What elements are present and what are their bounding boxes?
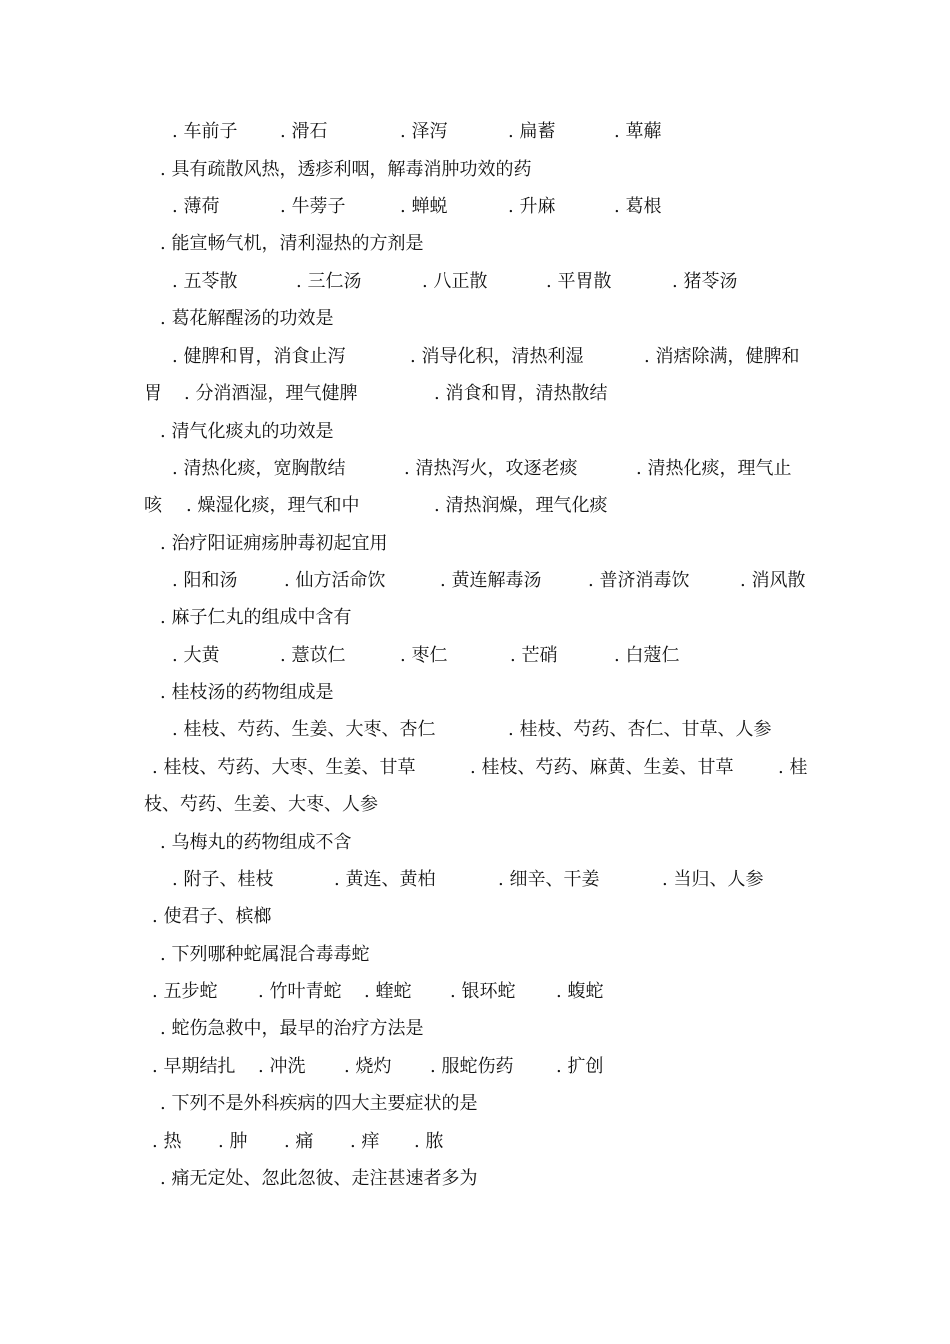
- text-line: [144, 380, 824, 408]
- text-segment: . 肿: [218, 1131, 248, 1152]
- text-segment: . 清热润燥，理气化痰: [434, 495, 608, 516]
- text-segment: . 银环蛇: [450, 981, 516, 1002]
- text-line: [144, 567, 824, 595]
- text-segment: . 冲洗: [258, 1056, 306, 1077]
- text-segment: . 治疗阳证痈疡肿毒初起宜用: [160, 533, 388, 554]
- text-segment: . 消导化积，清热利湿: [410, 346, 584, 367]
- text-line: [144, 193, 824, 221]
- text-line: [144, 1053, 824, 1081]
- text-segment: 咳: [144, 495, 162, 516]
- text-segment: . 芒硝: [510, 645, 558, 666]
- text-line: [144, 268, 824, 296]
- text-line: [144, 492, 824, 520]
- text-segment: . 薄荷: [172, 196, 220, 217]
- text-segment: . 当归、人参: [662, 869, 764, 890]
- text-segment: . 燥湿化痰，理气和中: [186, 495, 360, 516]
- text-segment: . 细辛、干姜: [498, 869, 600, 890]
- text-line: [144, 642, 824, 670]
- text-segment: . 蛇伤急救中，最早的治疗方法是: [160, 1018, 424, 1039]
- text-segment: . 平胃散: [546, 271, 612, 292]
- text-segment: . 痛无定处、忽此忽彼、走注甚速者多为: [160, 1168, 478, 1189]
- text-segment: . 五苓散: [172, 271, 238, 292]
- text-line: [144, 941, 824, 969]
- text-segment: . 消风散: [740, 570, 806, 591]
- text-segment: . 蝮蛇: [556, 981, 604, 1002]
- text-line: [144, 1090, 824, 1118]
- text-segment: . 仙方活命饮: [284, 570, 386, 591]
- text-segment: . 蝉蜕: [400, 196, 448, 217]
- text-segment: . 牛蒡子: [280, 196, 346, 217]
- text-segment: . 薏苡仁: [280, 645, 346, 666]
- text-segment: . 使君子、槟榔: [152, 906, 272, 927]
- text-segment: 枝、芍药、生姜、大枣、人参: [144, 794, 378, 815]
- text-line: [144, 903, 824, 931]
- text-segment: . 桂枝、芍药、杏仁、甘草、人参: [508, 719, 772, 740]
- text-segment: . 早期结扎: [152, 1056, 236, 1077]
- text-segment: . 桂枝、芍药、生姜、大枣、杏仁: [172, 719, 436, 740]
- text-segment: . 黄连、黄柏: [334, 869, 436, 890]
- text-segment: . 桂枝、芍药、麻黄、生姜、甘草: [470, 757, 734, 778]
- text-segment: . 桂枝汤的药物组成是: [160, 682, 334, 703]
- text-segment: . 三仁汤: [296, 271, 362, 292]
- text-line: [144, 343, 824, 371]
- text-segment: . 服蛇伤药: [430, 1056, 514, 1077]
- text-line: [144, 230, 824, 258]
- text-segment: . 蝰蛇: [364, 981, 412, 1002]
- text-segment: . 清热化痰，理气止: [636, 458, 792, 479]
- text-segment: . 桂: [778, 757, 808, 778]
- text-line: [144, 118, 824, 146]
- text-line: [144, 791, 824, 819]
- text-segment: . 阳和汤: [172, 570, 238, 591]
- text-line: [144, 455, 824, 483]
- text-segment: . 桂枝、芍药、大枣、生姜、甘草: [152, 757, 416, 778]
- text-segment: . 葛根: [614, 196, 662, 217]
- text-segment: . 烧灼: [344, 1056, 392, 1077]
- text-segment: . 麻子仁丸的组成中含有: [160, 607, 352, 628]
- text-segment: . 消痞除满，健脾和: [644, 346, 800, 367]
- text-segment: . 下列不是外科疾病的四大主要症状的是: [160, 1093, 478, 1114]
- text-line: [144, 156, 824, 184]
- text-line: [144, 716, 824, 744]
- text-segment: . 清气化痰丸的功效是: [160, 421, 334, 442]
- text-segment: . 具有疏散风热，透疹利咽，解毒消肿功效的药: [160, 159, 532, 180]
- text-segment: . 升麻: [508, 196, 556, 217]
- text-line: [144, 754, 824, 782]
- text-segment: . 普济消毒饮: [588, 570, 690, 591]
- text-segment: . 枣仁: [400, 645, 448, 666]
- text-segment: . 八正散: [422, 271, 488, 292]
- text-segment: . 下列哪种蛇属混合毒毒蛇: [160, 944, 370, 965]
- text-line: [144, 418, 824, 446]
- text-line: [144, 829, 824, 857]
- text-segment: . 泽泻: [400, 121, 448, 142]
- text-segment: . 扁蓄: [508, 121, 556, 142]
- text-segment: . 扩创: [556, 1056, 604, 1077]
- text-segment: . 竹叶青蛇: [258, 981, 342, 1002]
- text-segment: . 萆薢: [614, 121, 662, 142]
- text-line: [144, 1128, 824, 1156]
- text-segment: . 五步蛇: [152, 981, 218, 1002]
- text-segment: . 清热化痰，宽胸散结: [172, 458, 346, 479]
- text-line: [144, 1015, 824, 1043]
- text-segment: . 脓: [414, 1131, 444, 1152]
- text-segment: . 猪苓汤: [672, 271, 738, 292]
- text-segment: . 消食和胃，清热散结: [434, 383, 608, 404]
- text-segment: . 能宣畅气机，清利湿热的方剂是: [160, 233, 424, 254]
- text-segment: . 乌梅丸的药物组成不含: [160, 832, 352, 853]
- text-segment: . 清热泻火，攻逐老痰: [404, 458, 578, 479]
- text-segment: . 痒: [350, 1131, 380, 1152]
- text-line: [144, 978, 824, 1006]
- text-line: [144, 679, 824, 707]
- text-segment: . 大黄: [172, 645, 220, 666]
- text-segment: . 痛: [284, 1131, 314, 1152]
- text-segment: . 热: [152, 1131, 182, 1152]
- text-segment: 胃: [144, 383, 162, 404]
- text-line: [144, 530, 824, 558]
- text-segment: . 分消酒湿，理气健脾: [184, 383, 358, 404]
- text-line: [144, 866, 824, 894]
- text-line: [144, 305, 824, 333]
- text-segment: . 附子、桂枝: [172, 869, 274, 890]
- text-segment: . 白蔻仁: [614, 645, 680, 666]
- text-line: [144, 604, 824, 632]
- text-segment: . 车前子: [172, 121, 238, 142]
- text-line: [144, 1165, 824, 1193]
- text-segment: . 葛花解醒汤的功效是: [160, 308, 334, 329]
- text-segment: . 黄连解毒汤: [440, 570, 542, 591]
- text-segment: . 健脾和胃，消食止泻: [172, 346, 346, 367]
- text-segment: . 滑石: [280, 121, 328, 142]
